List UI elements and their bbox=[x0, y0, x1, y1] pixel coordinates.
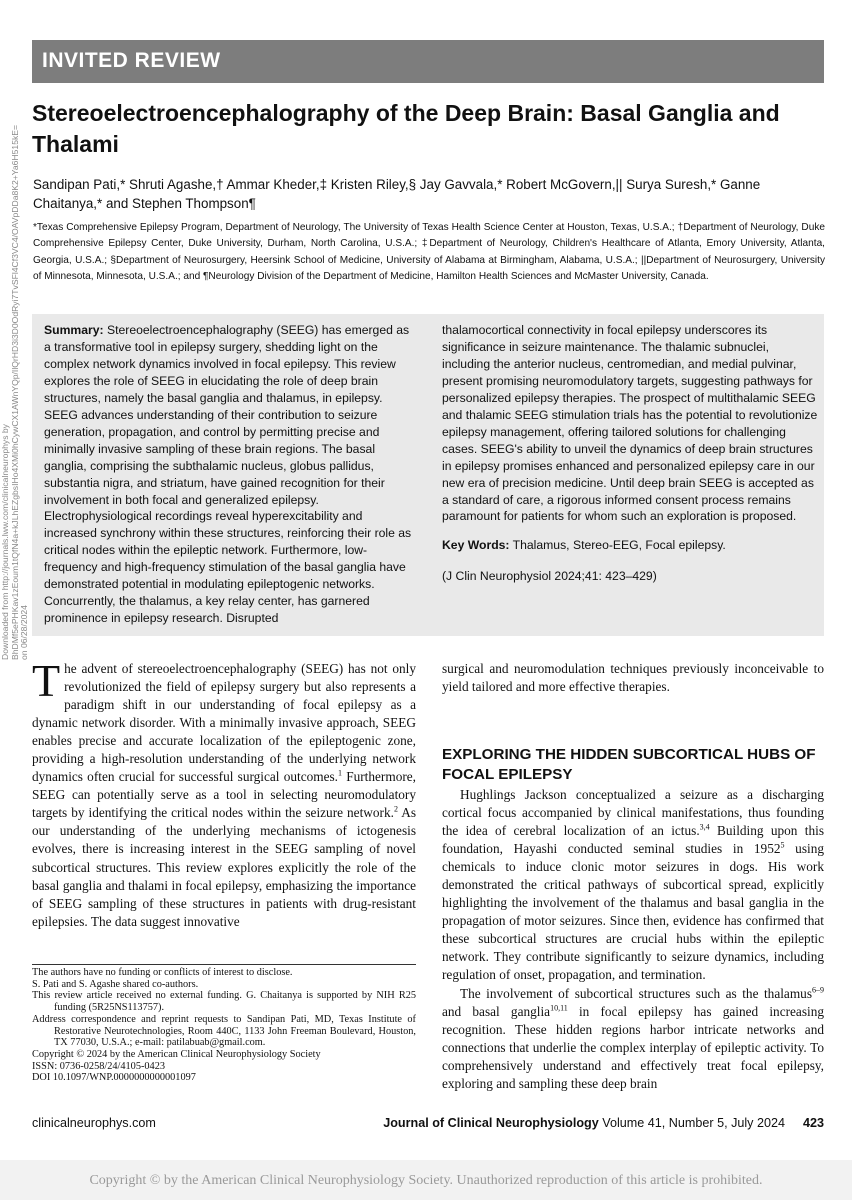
summary-text-right: thalamocortical connectivity in focal epilepsy underscores its significance in seizure maintenance. The thalamic subnuclei, including the anterior nucleus, centromedian, and medial pulvinar, present promising neuromodulatory targets, suggesting pathways for personalized epilepsy therapies. The prospect of multithalamic SEEG and thalamic SEEG stimulation trials has the potential to revolutionize epilepsy management, offering tailored solutions for challenging cases. SEEG's ability to unveil the dynamics of deep brain structures in epilepsy promises enhanced and personalized epilepsy care in our new era of precision medicine. Until deep brain SEEG is accepted as a standard of care, a rigorous informed consent process remains paramount for patients for whom such an exploration is proposed. bbox=[442, 323, 818, 524]
footnote-grant: This review article received no external funding. G. Chaitanya is supported by NIH R25 funding (5R25NS113757). bbox=[32, 990, 416, 1014]
body-left-column bbox=[32, 655, 416, 931]
copyright-notice: Copyright © by the American Clinical Neurophysiology Society. Unauthorized reproduction of this article is prohibited. bbox=[89, 1173, 763, 1188]
reference-marker[interactable]: 10,11 bbox=[550, 1003, 568, 1013]
keywords-label: Key Words: bbox=[442, 538, 510, 553]
reference-marker[interactable]: 6–9 bbox=[812, 985, 824, 995]
footnote-divider bbox=[32, 964, 416, 965]
section-heading: EXPLORING THE HIDDEN SUBCORTICAL HUBS OF FOCAL EPILEPSY bbox=[442, 746, 816, 783]
footnote-shared-authorship: S. Pati and S. Agashe shared co-authors. bbox=[32, 978, 199, 990]
summary-label: Summary: bbox=[44, 323, 104, 337]
copyright-notice-bar bbox=[0, 1160, 852, 1200]
section-paragraph-2c: in focal epilepsy has gained increasing recognition. These hidden regions harbor intricate networks and connections that underlie the complex interplay of epileptic activity. To comprehensively understand and effectively treat focal epilepsy, exploring and sampling these deep brain bbox=[442, 1003, 824, 1091]
footer-website[interactable]: clinicalneurophys.com bbox=[32, 1116, 156, 1130]
download-watermark-text: Downloaded from http://journals.lww.com/clinicalneurophys by BhDMf5ePHKav1zEoum1tQfN4a+kJLhEZgbsIHo4XMi0hCywCX1AWnYQp/IlQrHD3i3D0OdRyi7TvSFl4Cf3VC4/OAVpDDa8K2+Ya6H515kE= on 06/28/2024 bbox=[0, 122, 30, 660]
section-body bbox=[442, 786, 824, 1093]
drop-cap: T bbox=[32, 655, 61, 706]
page-number: 423 bbox=[802, 1116, 824, 1130]
banner-label: INVITED REVIEW bbox=[42, 49, 221, 72]
footnote-funding: The authors have no funding or conflicts of interest to disclose. bbox=[32, 967, 293, 978]
download-watermark bbox=[0, 122, 31, 660]
reference-marker[interactable]: 2 bbox=[393, 804, 398, 814]
intro-text-2: Furthermore, SEEG can potentially serve as a tool in selecting neuromodulatory targets by identifying the critical nodes within the seizure network. bbox=[32, 769, 416, 821]
section-paragraph-1b: Building upon this foundation, Hayashi conducted seminal studies in 1952 bbox=[442, 823, 824, 857]
section-banner bbox=[32, 40, 824, 83]
intro-text-1: he advent of stereoelectroencephalography (SEEG) has not only revolutionized the field of epilepsy surgery but also represents a paradigm shift in our understanding of focal epilepsy as a dynamic network disorder. With a minimally invasive approach, SEEG enables precise and accurate localization of the epileptogenic zone, providing a high-resolution understanding of the underlying network dynamics often crucial for successful surgical outcomes. bbox=[32, 661, 416, 785]
summary-text-left: Stereoelectroencephalography (SEEG) has emerged as a transformative tool in epilepsy surgery, shedding light on the complex network dynamics involved in focal epilepsy. This review explores the role of SEEG in elucidating the role of deep brain structures, namely the basal ganglia and thalamus, in epilepsy. SEEG advances understanding of their contribution to seizure generation, propagation, and control by permitting precise and minimally invasive sampling of these brain regions. The basal ganglia, comprising the subthalamic nucleus, globus pallidus, substantia nigra, and striatum, have gained recognition for their involvement in both focal and generalized epilepsy. Electrophysiological recordings reveal hyperexcitability and increased synchrony within these structures, reinforcing their role as critical nodes within the epileptic network. Furthermore, low-frequency and high-frequency stimulation of the basal ganglia have demonstrated potential in modulating epileptogenic networks. Concurrently, the thalamus, a key relay center, has garnered prominence in epilepsy research. Disrupted bbox=[44, 323, 412, 626]
author-list: Sandipan Pati,* Shruti Agashe,† Ammar Kheder,‡ Kristen Riley,§ Jay Gavvala,* Robert McGovern,|| Surya Suresh,* Ganne Chaitanya,* and Stephen Thompson¶ bbox=[33, 177, 761, 211]
reference-marker[interactable]: 3,4 bbox=[699, 822, 710, 832]
reference-marker[interactable]: 5 bbox=[780, 840, 785, 850]
journal-citation: (J Clin Neurophysiol 2024;41: 423–429) bbox=[442, 569, 657, 584]
footer-journal-name: Journal of Clinical Neurophysiology bbox=[383, 1116, 599, 1130]
footnote-doi[interactable]: DOI 10.1097/WNP.0000000000001097 bbox=[32, 1072, 196, 1084]
section-paragraph-1c: using chemicals to induce clonic motor seizures in dogs. His work demonstrated the critical pathways of subcortical spread, explicitly highlighting the involvement of the thalamus and basal ganglia in the propagation of motor seizures. Since then, evidence has confirmed that these subcortical structures are crucial hubs within the epileptic network. They contribute significantly to seizure dynamics, including regulation of onset, propagation, and termination. bbox=[442, 841, 825, 983]
section-paragraph-1a: Hughlings Jackson conceptualized a seizure as a discharging cortical focus accompanied by clinical manifestations, thus founding the idea of cerebral localization of an ictus. bbox=[442, 787, 824, 839]
footnotes bbox=[32, 967, 416, 1084]
affiliations: *Texas Comprehensive Epilepsy Program, Department of Neurology, The University of Texas Health Science Center at Houston, Texas, U.S.A.; †Department of Neurology, Duke Comprehensive Epilepsy Center, Duke University, Durham, North Carolina, U.S.A.; ‡Department of Neurology, Children's Healthcare of Atlanta, Emory University, Atlanta, Georgia, U.S.A.; §Department of Neurosurgery, Heersink School of Medicine, University of Alabama at Birmingham, Alabama, U.S.A.; ||Department of Neurosurgery, University of Minnesota, Minnesota, U.S.A.; and ¶Neurology Division of the Department of Medicine, Hamilton Health Sciences and McMaster University, Canada. bbox=[33, 222, 825, 283]
abstract-right-column bbox=[442, 322, 818, 585]
section-paragraph-2a: The involvement of subcortical structures such as the thalamus bbox=[460, 985, 812, 1001]
reference-marker[interactable]: 1 bbox=[338, 768, 342, 778]
body-right-column-top bbox=[442, 660, 824, 696]
footer-volume: Volume 41, Number 5, July 2024 bbox=[602, 1116, 785, 1130]
section-paragraph-2b: and basal ganglia bbox=[442, 1003, 551, 1019]
footer-journal-info bbox=[383, 1116, 824, 1130]
abstract-left-column bbox=[44, 322, 416, 627]
footnote-copyright: Copyright © 2024 by the American Clinical Neurophysiology Society bbox=[32, 1048, 321, 1060]
keywords: Thalamus, Stereo-EEG, Focal epilepsy. bbox=[512, 538, 726, 553]
footnote-issn: ISSN: 0736-0258/24/4105-0423 bbox=[32, 1060, 166, 1072]
intro-text-3: As our understanding of the underlying mechanisms of ictogenesis evolves, there is increasing interest in the SEEG sampling of novel subcortical structures. This review explores explicitly the role of the basal ganglia and thalami in focal epilepsy, emphasizing the importance of SEEG sampling of these structures in patients with drug-resistant epilepsies. The data suggest innovative bbox=[32, 805, 416, 929]
article-title: Stereoelectroencephalography of the Deep Brain: Basal Ganglia and Thalami bbox=[32, 100, 780, 157]
footnote-correspondence: Address correspondence and reprint requests to Sandipan Pati, MD, Texas Institute of Restorative Neurotechnologies, Room 440C, 1133 John Freeman Boulevard, Houston, TX 77030, U.S.A.; e-mail: patilabuab@gmail.com. bbox=[32, 1013, 416, 1049]
intro-text-continued: surgical and neuromodulation techniques previously inconceivable to yield tailored and more effective therapies. bbox=[442, 661, 824, 695]
